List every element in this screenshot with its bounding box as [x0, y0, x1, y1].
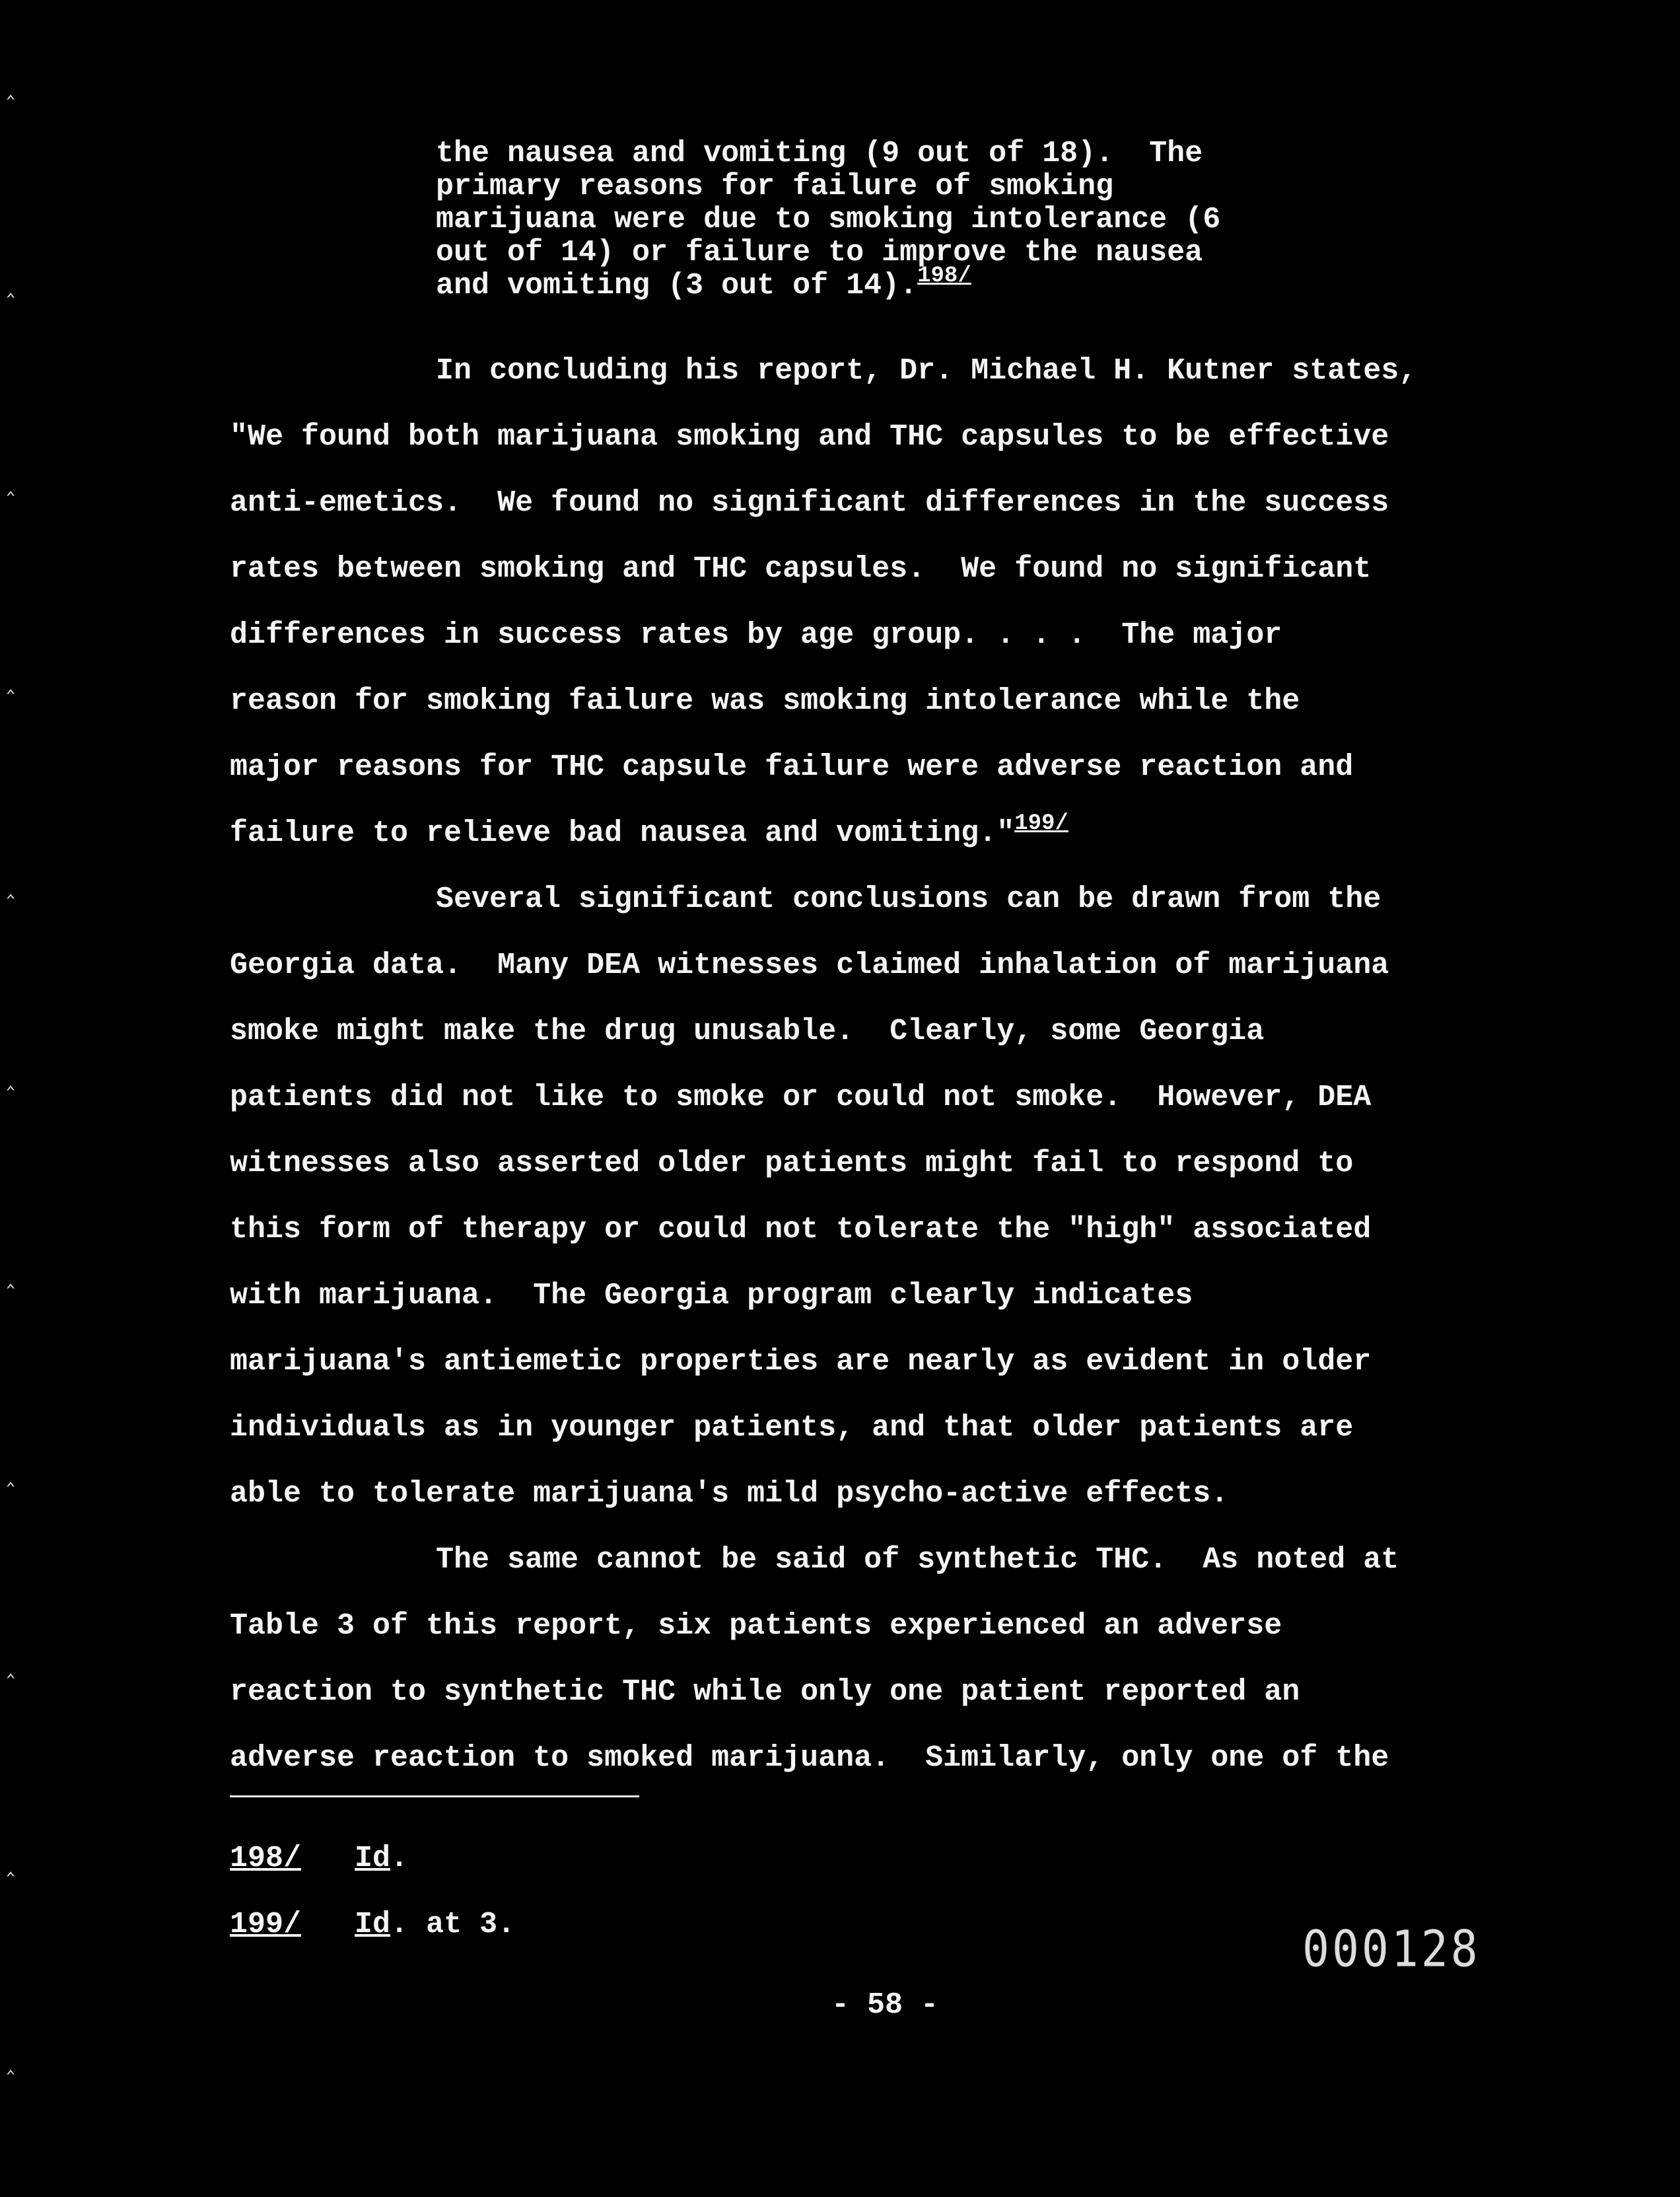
binding-mark: ‸: [7, 469, 15, 496]
paragraph-line: "We found both marijuana smoking and THC capsules to be effective: [230, 420, 1389, 454]
footnote-number: 199/: [230, 1908, 302, 1941]
quote-line: the nausea and vomiting (9 out of 18). The: [436, 137, 1203, 170]
quote-line-text: and vomiting (3 out of 14).: [436, 269, 918, 303]
block-quote: [436, 137, 1426, 303]
binding-mark: ‸: [7, 1850, 15, 1877]
paragraph-line: adverse reaction to smoked marijuana. Similarly, only one of the: [230, 1741, 1389, 1775]
paragraph-line-text: failure to relieve bad nausea and vomiting.": [230, 816, 1015, 850]
binding-mark: ‸: [7, 1063, 15, 1091]
paragraph-line: [230, 801, 1570, 867]
footnote-separator: [230, 1795, 639, 1797]
paragraph-line: this form of therapy or could not tolerate the "high" associated: [230, 1213, 1372, 1246]
footnote-citation: Id: [355, 1908, 391, 1941]
paragraph-line: patients did not like to smoke or could not smoke. However, DEA: [230, 1081, 1372, 1114]
paragraph-line: marijuana's antiemetic properties are nearly as evident in older: [230, 1345, 1372, 1379]
quote-line-last: [436, 264, 1426, 303]
binding-mark: ‸: [7, 271, 15, 298]
page-number: - 58 -: [831, 1988, 939, 2022]
binding-mark: ‸: [7, 667, 15, 694]
body-text: [230, 338, 1570, 1791]
binding-mark: ‸: [7, 1651, 15, 1678]
binding-mark: ‸: [7, 73, 15, 100]
footnote-text: .: [390, 1842, 409, 1875]
paragraph-line: Several significant conclusions can be drawn from the: [436, 882, 1382, 916]
binding-mark: ‸: [7, 872, 15, 899]
paragraph-line: In concluding his report, Dr. Michael H. Kutner states,: [436, 354, 1417, 388]
paragraph-line: reason for smoking failure was smoking intolerance while the: [230, 684, 1300, 718]
paragraph-line: smoke might make the drug unusable. Clearly, some Georgia: [230, 1015, 1265, 1048]
binding-mark: ‸: [7, 1262, 15, 1289]
paragraph-line: reaction to synthetic THC while only one patient reported an: [230, 1675, 1300, 1709]
quote-line: primary reasons for failure of smoking: [436, 170, 1114, 203]
footnote-reference-199: 199/: [1014, 811, 1068, 836]
quote-line: marijuana were due to smoking intolerance (6: [436, 203, 1221, 236]
binding-mark: ‸: [7, 1460, 15, 1487]
footnote-reference-198: 198/: [917, 264, 971, 289]
footnote-199: [230, 1892, 515, 1958]
paragraph-line: anti-emetics. We found no significant differences in the success: [230, 486, 1389, 520]
paragraph-line: Table 3 of this report, six patients experienced an adverse: [230, 1609, 1282, 1643]
footnote-citation: Id: [355, 1842, 391, 1875]
paragraph-line: differences in success rates by age group. . . . The major: [230, 618, 1282, 652]
footnote-text: . at 3.: [390, 1908, 516, 1941]
footnote-198: [230, 1826, 515, 1892]
paragraph-line: able to tolerate marijuana's mild psycho-active effects.: [230, 1477, 1229, 1511]
footnote-number: 198/: [230, 1842, 302, 1875]
paragraph-line: rates between smoking and THC capsules. We found no significant: [230, 552, 1372, 586]
paragraph-line: The same cannot be said of synthetic THC. As noted at: [436, 1543, 1399, 1577]
paragraph-line: Georgia data. Many DEA witnesses claimed inhalation of marijuana: [230, 949, 1389, 982]
footnotes: [230, 1826, 515, 1958]
binding-mark: ‸: [7, 2048, 15, 2075]
paragraph-line: individuals as in younger patients, and that older patients are: [230, 1411, 1354, 1445]
paragraph-line: major reasons for THC capsule failure were adverse reaction and: [230, 750, 1354, 784]
bates-stamp: 000128: [1302, 1920, 1481, 1979]
paragraph-line: with marijuana. The Georgia program clearly indicates: [230, 1279, 1193, 1313]
quote-line: out of 14) or failure to improve the nausea: [436, 236, 1203, 270]
paragraph-line: witnesses also asserted older patients might fail to respond to: [230, 1147, 1354, 1180]
